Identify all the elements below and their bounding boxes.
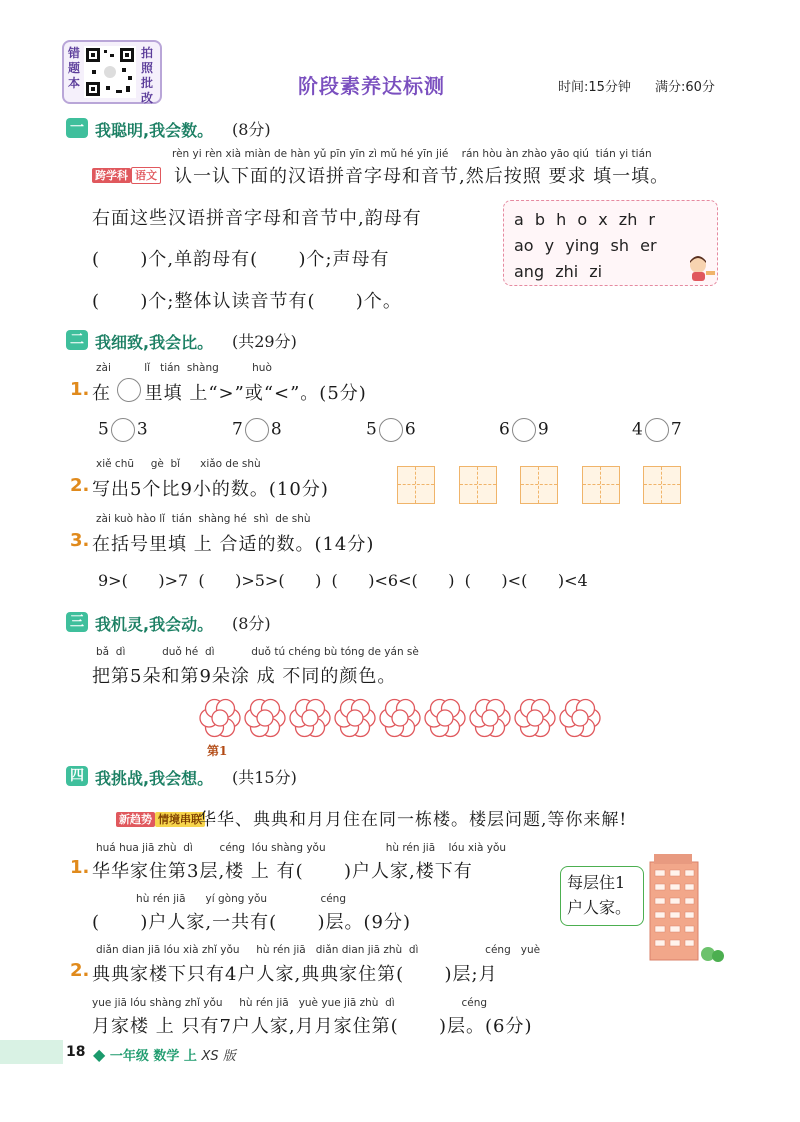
brand-logo	[93, 1045, 236, 1064]
answer-grid-box[interactable]	[643, 466, 681, 504]
section-2-title: 我细致,我会比。	[95, 333, 214, 352]
question-text: 写出5个比9小的数。(10分)	[92, 479, 329, 500]
section-3-badge: 三	[66, 612, 88, 632]
question-text: ( )个;整体认读音节有( )个。	[92, 291, 402, 312]
tag-subject: 语文	[131, 167, 161, 184]
section-2-badge: 二	[66, 330, 88, 350]
grade-subject: 一年级 数学 上	[109, 1049, 197, 1064]
pinyin-line: bǎ dì duǒ hé dì duǒ tú chéng bù tóng de yán sè	[96, 646, 419, 658]
flower-icon[interactable]	[335, 699, 375, 736]
pinyin-row: ao y ying sh er	[514, 236, 657, 255]
pinyin-box	[503, 200, 718, 286]
section-3-title: 我机灵,我会动。	[95, 615, 214, 634]
hint-note: 每层住1户人家。	[560, 866, 644, 926]
compare-answer-circle[interactable]	[379, 418, 403, 442]
compare-row	[98, 418, 718, 444]
section-1-score: (8分)	[232, 120, 271, 139]
pinyin-row: ang zhi zi	[514, 262, 603, 281]
qr-right-label: 拍照批改	[140, 46, 153, 105]
flower-icon[interactable]	[290, 699, 330, 736]
pinyin-line: zài kuò hào lǐ tián shàng hé shì de shù	[96, 513, 311, 525]
answer-grid-box[interactable]	[397, 466, 435, 504]
pinyin-row: a b h o x zh r	[514, 210, 655, 229]
question-text: 把第5朵和第9朵涂 成 不同的颜色。	[92, 666, 397, 687]
girl-illustration-icon	[684, 253, 716, 283]
pinyin-line: xiě chū gè bǐ xiǎo de shù	[96, 458, 261, 470]
tag-label: 新趋势	[116, 812, 155, 827]
compare-circle-example	[117, 378, 141, 402]
section-1-badge: 一	[66, 118, 88, 138]
question-text: 典典家楼下只有4户人家,典典家住第( )层;月	[92, 964, 498, 985]
question-number: 2.	[70, 475, 90, 496]
page-title: 阶段素养达标测	[298, 74, 445, 98]
full-score: 满分:60分	[655, 80, 715, 95]
flower-icon[interactable]	[515, 699, 555, 736]
flower-icon[interactable]	[380, 699, 420, 736]
question-text: ( )户人家,一共有( )层。(9分)	[92, 912, 411, 933]
section-1-title: 我聪明,我会数。	[95, 121, 214, 140]
pinyin-line: diǎn dian jiā lóu xià zhǐ yǒu hù rén jiā diǎn dian jiā zhù dì céng yuè	[96, 944, 541, 956]
compare-answer-circle[interactable]	[512, 418, 536, 442]
section-4-title: 我挑战,我会想。	[95, 769, 214, 788]
brand-mark-icon: ◆	[93, 1045, 106, 1064]
compare-answer-circle[interactable]	[645, 418, 669, 442]
question-number: 1.	[70, 857, 90, 878]
answer-grid-box[interactable]	[582, 466, 620, 504]
compare-item	[366, 418, 416, 442]
compare-left-number: 7	[232, 419, 243, 440]
qr-code-icon	[84, 46, 136, 98]
tag-label: 跨学科	[92, 168, 131, 183]
trend-tag	[116, 808, 205, 827]
compare-item	[98, 418, 148, 442]
question-text: 右面这些汉语拼音字母和音节中,韵母有	[92, 208, 422, 229]
flower-icon[interactable]	[245, 699, 285, 736]
compare-left-number: 5	[366, 419, 377, 440]
compare-left-number: 5	[98, 419, 109, 440]
pinyin-line: hù rén jiā yí gòng yǒu céng	[96, 893, 346, 905]
section-3-score: (8分)	[232, 614, 271, 633]
flower-icon[interactable]	[425, 699, 465, 736]
compare-item	[232, 418, 282, 442]
question-text: 在括号里填 上 合适的数。(14分)	[92, 534, 375, 555]
scenario-intro: 华华、典典和月月住在同一栋楼。楼层问题,等你来解!	[199, 810, 628, 830]
flower-icon[interactable]	[200, 699, 240, 736]
question-text: 在 里填 上“>”或“<”。(5分)	[92, 383, 367, 404]
compare-left-number: 6	[499, 419, 510, 440]
question-number: 1.	[70, 379, 90, 400]
compare-right-number: 9	[537, 419, 549, 440]
question-text: 华华家住第3层,楼 上 有( )户人家,楼下有	[92, 861, 473, 882]
flower-icon[interactable]	[470, 699, 510, 736]
compare-answer-circle[interactable]	[111, 418, 135, 442]
compare-left-number: 4	[632, 419, 643, 440]
inequality-chain: 9>( )>7 ( )>5>( ) ( )<6<( ) ( )<( )<4	[98, 571, 588, 590]
building-illustration-icon	[642, 852, 726, 962]
flower-icon[interactable]	[560, 699, 600, 736]
first-flower-label: 第1	[207, 744, 228, 758]
time-limit: 时间:15分钟	[558, 80, 631, 95]
section-4-badge: 四	[66, 766, 88, 786]
compare-item	[499, 418, 549, 442]
edition-label: XS 版	[201, 1049, 236, 1064]
pinyin-line: zài lǐ tián shàng huò	[96, 362, 272, 374]
section-4-score: (共15分)	[232, 768, 297, 787]
section-2-score: (共29分)	[232, 332, 297, 351]
page-number: 18	[66, 1044, 86, 1060]
answer-grid-box[interactable]	[520, 466, 558, 504]
flower-row	[198, 696, 602, 742]
tag-subject: 情境串联	[155, 812, 205, 827]
cross-subject-tag	[92, 164, 161, 183]
pinyin-line: rèn yi rèn xià miàn de hàn yǔ pīn yīn zì mǔ hé yīn jié rán hòu àn zhào yāo qiú tián yi tián	[172, 148, 652, 160]
compare-right-number: 7	[670, 419, 682, 440]
question-text: ( )个,单韵母有( )个;声母有	[92, 249, 390, 270]
question-number: 2.	[70, 960, 90, 981]
question-number: 3.	[70, 530, 90, 551]
compare-answer-circle[interactable]	[245, 418, 269, 442]
footer-bar	[0, 1040, 63, 1064]
compare-right-number: 8	[270, 419, 282, 440]
pinyin-line: yue jiā lóu shàng zhǐ yǒu hù rén jiā yuè yue jiā zhù dì céng	[92, 997, 488, 1009]
qr-left-label: 错题本	[67, 46, 80, 90]
question-text: 月家楼 上 只有7户人家,月月家住第( )层。(6分)	[92, 1016, 533, 1037]
compare-right-number: 3	[136, 419, 148, 440]
answer-grid-box[interactable]	[459, 466, 497, 504]
question-text: 认一认下面的汉语拼音字母和音节,然后按照 要求 填一填。	[174, 166, 670, 187]
compare-item	[632, 418, 682, 442]
pinyin-line: huá hua jiā zhù dì céng lóu shàng yǒu hù rén jiā lóu xià yǒu	[96, 842, 507, 854]
qr-code-panel[interactable]	[62, 40, 162, 104]
compare-right-number: 6	[404, 419, 416, 440]
